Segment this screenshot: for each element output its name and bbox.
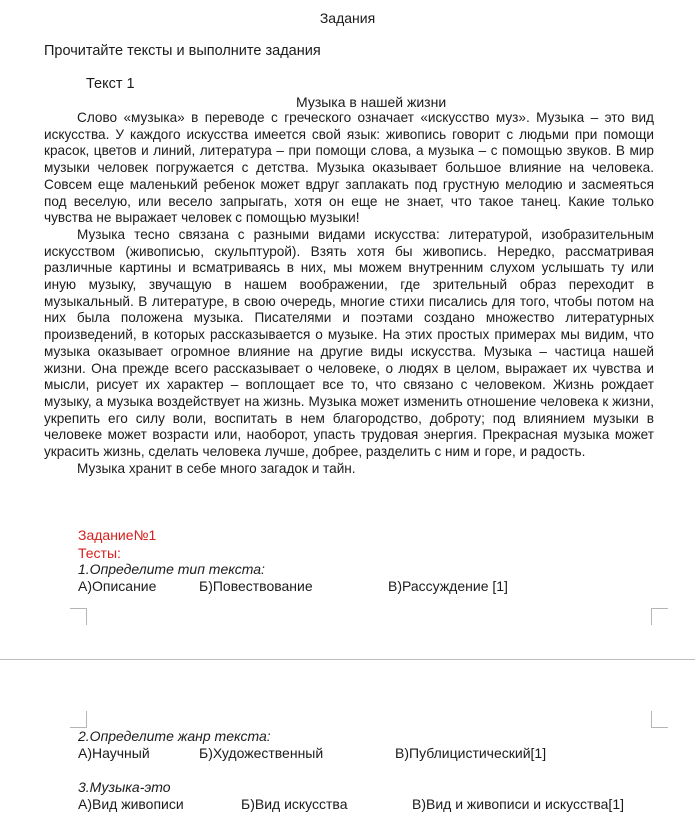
task-heading: Задание№1 [78,527,157,543]
page-corner-mark [70,608,87,625]
text-label: Текст 1 [86,76,135,92]
question-1-option-b: Б)Повествование [199,578,313,594]
page-corner-mark [651,608,668,625]
page-corner-mark [651,711,668,728]
page-header: Задания [319,10,376,26]
question-3-prompt: 3.Музыка-это [78,779,171,795]
paragraph: Музыка тесно связана с разными видами искусства: литературой, изобразительным искусством (живописью, скульптурой). Взять хотя бы живопись. Нередко, рассматривая различные картины и всматриваясь в них, мы можем внутренним слухом услышать ту или иную музыку, звучащую в нашем воображении, где зрительный образ переходит в музыкальный. В литературе, в свою очередь, многие стихи писались для того, чтобы потом на них была положена музыка. Писателями и поэтами создано множество литературных произведений, в которых рассказывается о музыке. На этих простых примерах мы видим, что музыка оказывает огромное влияние на другие виды искусства. Музыка – частица нашей жизни. Она прежде всего рассказывает о человеке, о людях в целом, выражает их чувства и мысли, рисует их характер – воплощает все то, что связано с человеком. Жизнь рождает музыку, а музыка воздействует на жизнь. Музыка может изменить отношение человека к жизни, укрепить его силу воли, воспитать в нем благородство, доброту; под влиянием музыки в человеке может возрасти или, наоборот, упасть трудовая энергия. Прекрасная музыка может украсить жизнь, сделать человека лучше, добрее, разделить с ним и горе, и радость. [44,226,654,460]
question-1-prompt: 1.Определите тип текста: [78,561,265,577]
question-2-option-a: А)Научный [78,745,150,761]
paragraph: Музыка хранит в себе много загадок и тайн. [77,460,356,476]
question-3-option-c: В)Вид и живописи и искусства[1] [412,796,624,812]
question-1-option-c: В)Рассуждение [1] [388,578,508,594]
question-1-option-a: А)Описание [78,578,157,594]
question-3-option-a: А)Вид живописи [78,796,184,812]
instruction: Прочитайте тексты и выполните задания [44,43,321,59]
page-break-divider [0,659,695,660]
question-2-option-b: Б)Художественный [199,745,324,761]
tests-label: Тесты: [78,545,121,561]
question-3-option-b: Б)Вид искусства [241,796,348,812]
text-title: Музыка в нашей жизни [296,94,447,110]
page-corner-mark [70,711,87,728]
question-2-prompt: 2.Определите жанр текста: [78,728,271,744]
question-2-option-c: В)Публицистический[1] [395,745,547,761]
text-body [44,110,654,477]
paragraph: Слово «музыка» в переводе с греческого означает «искусство муз». Музыка – это вид искусства. У каждого искусства имеется свой язык: живопись говорит с людьми при помощи красок, цветов и линий, литература – при помощи слова, а музыка – с помощью звуков. В мир музыки человек погружается с детства. Музыка оказывает большое влияние на человека. Совсем еще маленький ребенок может вдруг заплакать под грустную мелодию и засмеяться под веселую, или весело запрыгать, хотя он еще не знает, что такое танец. Какие только чувства не выражает человек с помощью музыки! [44,110,654,226]
